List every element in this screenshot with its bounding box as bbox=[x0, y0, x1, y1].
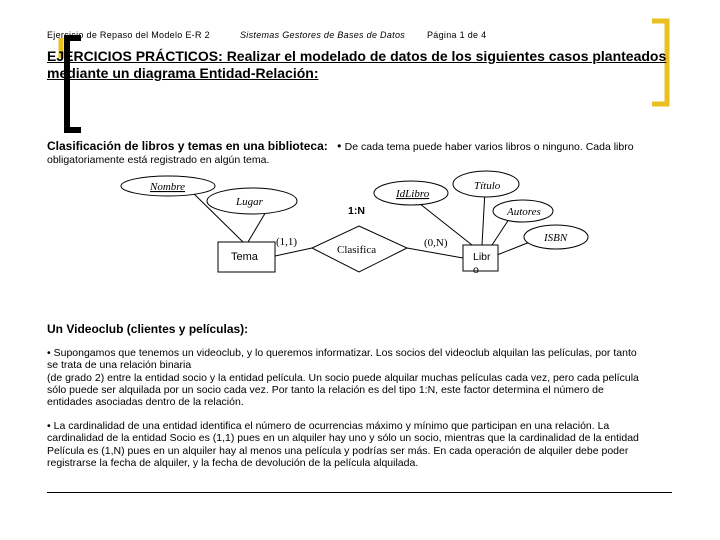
p1-line: se trata de una relación binaria bbox=[47, 359, 192, 372]
header-right: Página 1 de 4 bbox=[427, 30, 487, 40]
relation-clasifica: Clasifica bbox=[337, 244, 377, 256]
bullet: • bbox=[337, 139, 342, 153]
header-left: Ejercicio de Repaso del Modelo E-R 2 bbox=[47, 30, 210, 40]
attr-lugar: Lugar bbox=[236, 196, 263, 208]
attr-titulo: Título bbox=[474, 180, 501, 192]
videoclub-heading: Un Videoclub (clientes y películas): bbox=[47, 322, 249, 336]
p2-line: registrarse la fecha de alquiler, y la fecha de devolución de la película alquilada. bbox=[47, 456, 419, 469]
p1-line: (de grado 2) entre la entidad socio y la entidad película. Un socio puede alquilar muchas películas cada vez, pero cada película bbox=[47, 371, 639, 384]
line-tema-clasifica bbox=[275, 248, 312, 256]
card-left: (1,1) bbox=[276, 236, 298, 248]
entity-libro-2: o bbox=[473, 264, 479, 276]
bottom-divider bbox=[47, 492, 672, 493]
p1-line: • Supongamos que tenemos un videoclub, y lo queremos informatizar. Los socios del videoclub alquilan las películas, por tanto bbox=[47, 347, 637, 359]
bullet: • bbox=[47, 347, 51, 359]
library-text-2: obligatoriamente está registrado en algún tema. bbox=[47, 154, 270, 166]
p2-line: Película es (1,N) pues en un alquiler hay al menos una película y podrías ser más. En cada operación de alquiler debe poder bbox=[47, 444, 629, 457]
entity-tema: Tema bbox=[231, 251, 258, 263]
p2-line: cardinalidad de la entidad Socio es (1,1) pues en un alquiler hay uno y sólo un socio, mientras que la cardinalidad de la entidad bbox=[47, 432, 639, 445]
library-heading: Clasificación de libros y temas en una biblioteca: bbox=[47, 139, 328, 153]
page-title: EJERCICIOS PRÁCTICOS: Realizar el modelado de datos de los siguientes casos planteados mediante un diagrama Entidad-Relación: bbox=[47, 48, 667, 81]
card-right: (0,N) bbox=[424, 237, 448, 249]
cardinality-label: 1:N bbox=[348, 205, 365, 217]
library-text-1: De cada tema puede haber varios libros o ninguno. Cada libro bbox=[344, 141, 634, 153]
line-titulo-libro bbox=[482, 190, 485, 245]
p1-line: entidades asociadas dentro de la relación. bbox=[47, 396, 244, 409]
entity-libro-1: Libr bbox=[473, 251, 491, 263]
p2-line: • La cardinalidad de una entidad identifica el número de ocurrencias máximo y mínimo que participan en una relación. La bbox=[47, 420, 610, 432]
attr-nombre: Nombre bbox=[150, 181, 186, 193]
attr-isbn: ISBN bbox=[544, 232, 568, 244]
videoclub-paragraph-2 bbox=[47, 420, 687, 469]
line-clasifica-libro bbox=[407, 248, 463, 258]
attr-idlibro: IdLibro bbox=[396, 188, 430, 200]
p1-line: sólo puede ser alquilada por un socio cada vez. Por tanto la relación es del tipo 1:N, este factor determina el número de bbox=[47, 383, 604, 396]
attr-autores: Autores bbox=[507, 206, 541, 218]
bullet: • bbox=[47, 420, 51, 432]
videoclub-paragraph-1 bbox=[47, 347, 687, 408]
header-center: Sistemas Gestores de Bases de Datos bbox=[240, 30, 406, 40]
